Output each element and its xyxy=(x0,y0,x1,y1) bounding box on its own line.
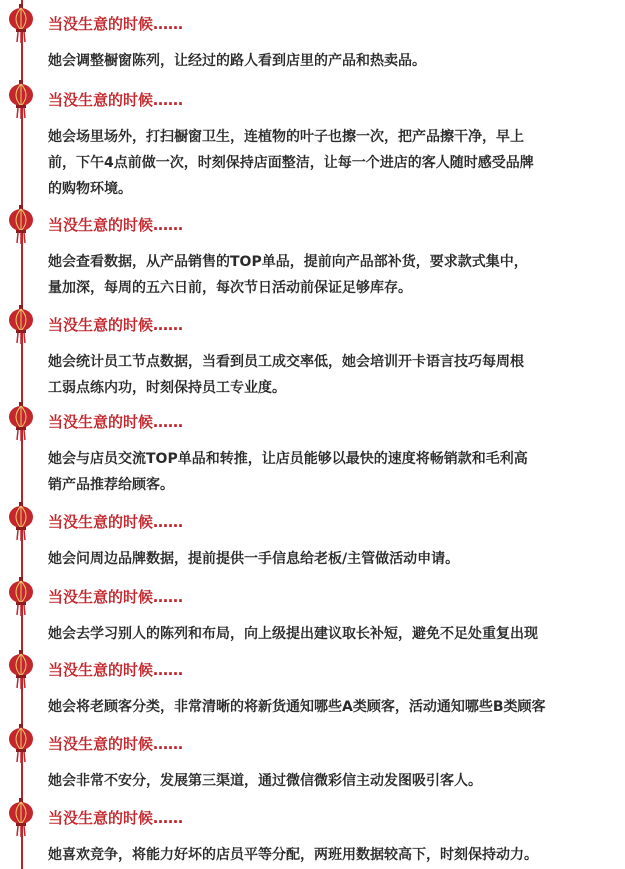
red-lantern-icon xyxy=(6,650,36,690)
entry-body-line: 她会查看数据，从产品销售的TOP单品，提前向产品部补货，要求款式集中， xyxy=(48,254,528,270)
entry-heading: 当没生意的时候…… xyxy=(48,413,184,431)
entry-body xyxy=(48,694,625,720)
red-lantern-icon xyxy=(6,502,36,542)
red-lantern-icon xyxy=(6,4,36,44)
entry-heading: 当没生意的时候…… xyxy=(48,316,184,334)
entry-body-line: 前，下午4点前做一次，时刻保持店面整洁，让每一个进店的客人随时感受品牌 xyxy=(48,155,534,171)
entry-heading: 当没生意的时候…… xyxy=(48,588,184,606)
entry-body xyxy=(48,48,625,74)
entry-heading: 当没生意的时候…… xyxy=(48,15,184,33)
red-lantern-icon xyxy=(6,577,36,617)
entry-body-line: 工弱点练内功，时刻保持员工专业度。 xyxy=(48,380,286,396)
entry-body-line: 她会统计员工节点数据，当看到员工成交率低，她会培训开卡语言技巧每周根 xyxy=(48,354,524,370)
entry-body-line: 她会将老顾客分类，非常清晰的将新货通知哪些A类顾客，活动通知哪些B类顾客 xyxy=(48,699,546,715)
entry-body xyxy=(48,546,625,572)
red-lantern-icon xyxy=(6,205,36,245)
entry-body-line: 她会问周边品牌数据，提前提供一手信息给老板/主管做活动申请。 xyxy=(48,551,460,567)
red-lantern-icon xyxy=(6,798,36,838)
entry-heading: 当没生意的时候…… xyxy=(48,735,184,753)
entry-body xyxy=(48,768,625,794)
entry-heading: 当没生意的时候…… xyxy=(48,91,184,109)
red-lantern-icon xyxy=(6,80,36,120)
entry-body-line: 的购物环境。 xyxy=(48,181,132,197)
entry-body-line: 销产品推荐给顾客。 xyxy=(48,477,174,493)
entry-body-line: 她会去学习别人的陈列和布局，向上级提出建议取长补短，避免不足处重复出现 xyxy=(48,626,538,642)
entry-body xyxy=(48,124,625,202)
entry-body-line: 量加深，每周的五六日前，每次节日活动前保证足够库存。 xyxy=(48,280,412,296)
entry-body xyxy=(48,621,625,647)
entry-heading: 当没生意的时候…… xyxy=(48,661,184,679)
red-lantern-icon xyxy=(6,724,36,764)
red-lantern-icon xyxy=(6,402,36,442)
entry-heading: 当没生意的时候…… xyxy=(48,513,184,531)
entry-body-line: 她喜欢竞争，将能力好坏的店员平等分配，两班用数据较高下，时刻保持动力。 xyxy=(48,847,538,863)
entry-heading: 当没生意的时候…… xyxy=(48,809,184,827)
entry-body xyxy=(48,842,625,868)
entry-body xyxy=(48,446,625,498)
entry-body xyxy=(48,349,625,401)
entry-body-line: 她会非常不安分，发展第三渠道，通过微信微彩信主动发图吸引客人。 xyxy=(48,773,482,789)
entry-body-line: 她会场里场外，打扫橱窗卫生，连植物的叶子也擦一次，把产品擦干净，早上 xyxy=(48,129,524,145)
red-lantern-icon xyxy=(6,305,36,345)
entry-heading: 当没生意的时候…… xyxy=(48,216,184,234)
entry-body-line: 她会调整橱窗陈列，让经过的路人看到店里的产品和热卖品。 xyxy=(48,53,426,69)
entry-body-line: 她会与店员交流TOP单品和转推，让店员能够以最快的速度将畅销款和毛利高 xyxy=(48,451,528,467)
entry-body xyxy=(48,249,625,301)
